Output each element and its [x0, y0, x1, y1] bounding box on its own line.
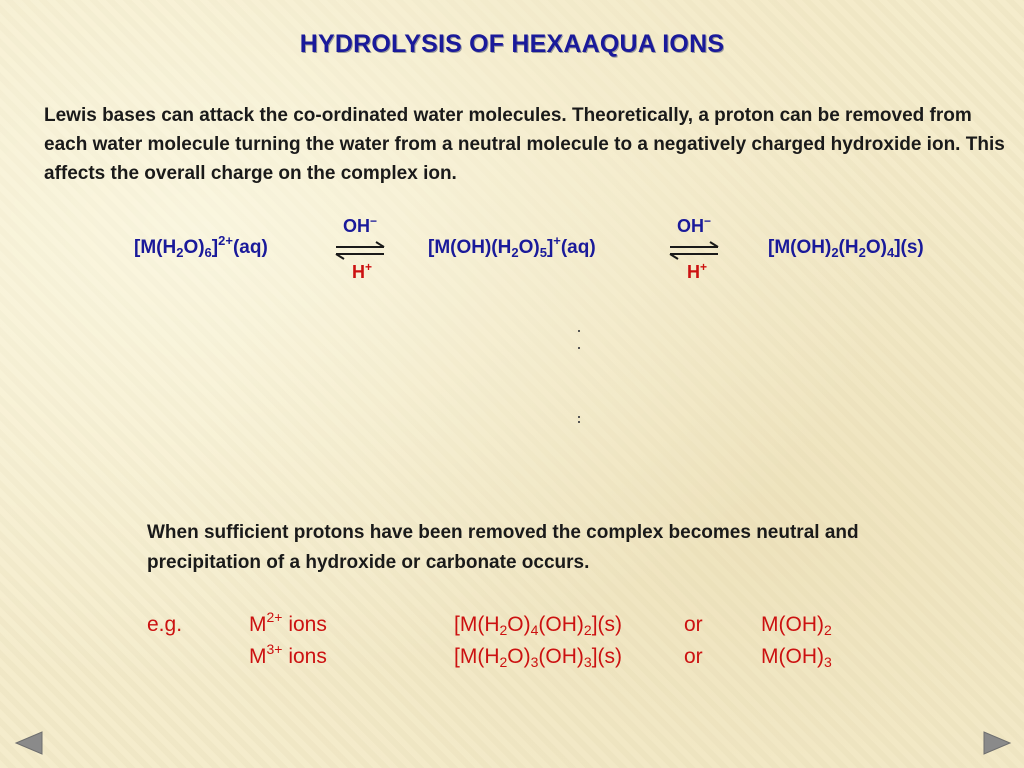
arrow1-forward-reagent: OH− — [343, 214, 378, 236]
m2-hydroxide: $M(OH)_2$ — [761, 613, 832, 638]
m2-neutral-complex: $[M(H_2O)_4(OH)_2](s)$ — [454, 613, 623, 638]
next-slide-button[interactable] — [982, 731, 1012, 755]
species-hexaaqua: $[M(H_2O)_6]^{2+}(aq)$ — [134, 233, 268, 260]
artifact-mark — [578, 416, 580, 418]
eg-label: e.g. — [147, 613, 183, 636]
artifact-mark — [578, 421, 580, 423]
species-monohydroxo: $[M(OH)(H_2O)_5]^+(aq)$ — [428, 233, 596, 260]
arrow1-reverse-reagent: H+ — [352, 260, 373, 282]
species-dihydroxo: $[M(OH)_2(H_2O)_4](s)$ — [768, 237, 924, 260]
or-label-2: or — [684, 645, 703, 668]
arrow2-forward-reagent: OH− — [677, 214, 712, 236]
or-label-1: or — [684, 613, 703, 636]
previous-slide-button[interactable] — [14, 731, 44, 755]
m3-ions-label: $M^{3+}$ ions — [249, 641, 327, 668]
m3-hydroxide: $M(OH)_3$ — [761, 645, 832, 670]
precipitation-note: When sufficient protons have been removed the complex becomes neutral and precipitation of a hydroxide or carbonate occurs. — [147, 522, 859, 573]
triangle-right-icon — [984, 732, 1010, 754]
triangle-left-icon — [16, 732, 42, 754]
arrow2-reverse-reagent: H+ — [687, 260, 708, 282]
artifact-mark — [578, 330, 580, 332]
slide-title: HYDROLYSIS OF HEXAAQUA IONS — [299, 30, 725, 58]
intro-paragraph: Lewis bases can attack the co-ordinated water molecules. Theoretically, a proton can be removed from each water molecule turning the water from a neutral molecule to a negatively charged hydroxide ion. This affects the overall charge on the complex ion. — [44, 105, 1005, 184]
m2-ions-label: $M^{2+}$ ions — [249, 609, 327, 636]
equilibrium-arrow-2 — [668, 241, 720, 261]
equilibrium-arrow-1 — [334, 241, 386, 261]
artifact-mark — [578, 347, 580, 349]
m3-neutral-complex: $[M(H_2O)_3(OH)_3](s)$ — [454, 645, 623, 670]
